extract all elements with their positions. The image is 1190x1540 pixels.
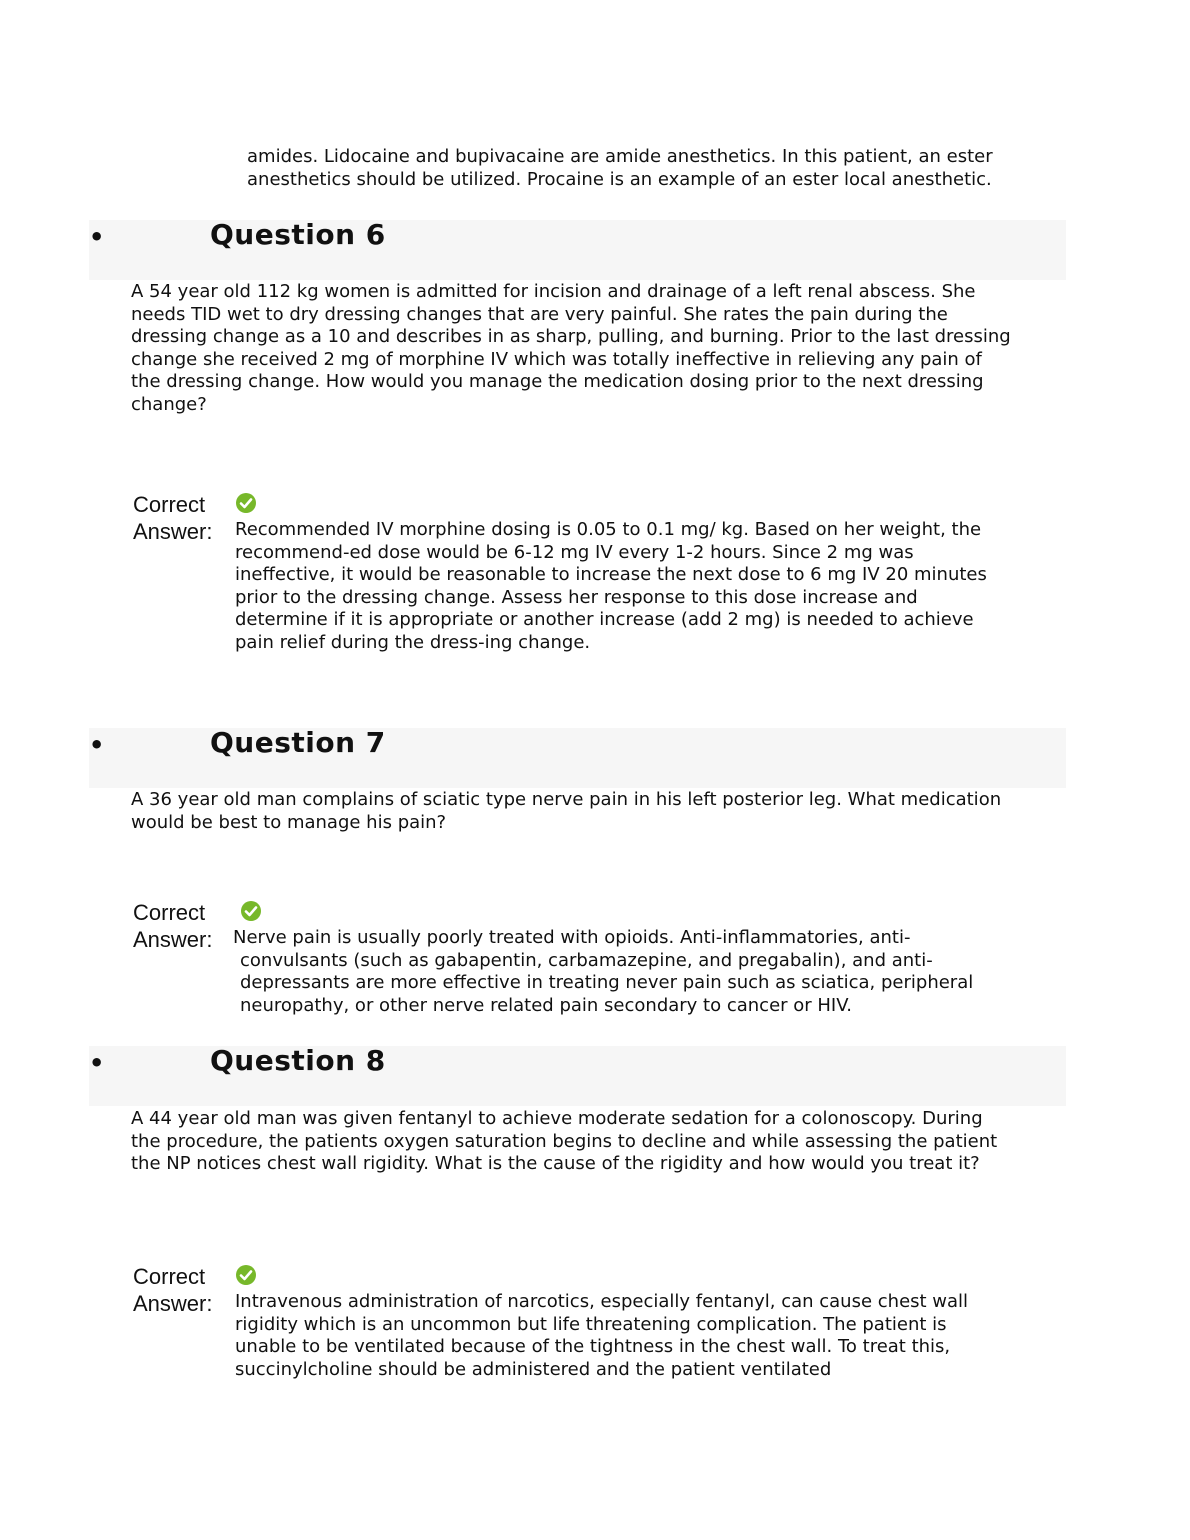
question-8-title: Question 8 bbox=[210, 1044, 386, 1077]
question-8-header bbox=[89, 1046, 1066, 1106]
answer-text-body: Nerve pain is usually poorly treated with opioids. Anti-inflammatories, anti-convulsants (such as gabapentin, carbamazepine, and pregabalin), and anti-depressants are more effective in treating never pain such as sciatica, peripheral neuropathy, or other nerve related pain secondary to cancer or HIV. bbox=[233, 927, 974, 1016]
question-6-text: A 54 year old 112 kg women is admitted for incision and drainage of a left renal abscess. She needs TID wet to dry dressing changes that are very painful. She rates the pain during the dressing change as a 10 and describes in as sharp, pulling, and burning. Prior to the last dressing change she received 2 mg of morphine IV which was totally ineffective in relieving any pain of the dressing change. How would you manage the medication dosing prior to the next dressing change? bbox=[131, 281, 1011, 415]
bullet: • bbox=[89, 223, 105, 251]
answer-text bbox=[233, 927, 993, 1017]
question-7-title: Question 7 bbox=[210, 726, 386, 759]
question-7-header bbox=[89, 728, 1066, 788]
check-circle-icon bbox=[241, 901, 261, 921]
check-circle-icon bbox=[236, 493, 256, 513]
correct-answer-label bbox=[133, 1263, 212, 1317]
bullet: • bbox=[89, 731, 105, 759]
correct-label-line-2: Answer: bbox=[133, 1291, 213, 1316]
previous-answer-tail: amides. Lidocaine and bupivacaine are amide anesthetics. In this patient, an ester anesthetics should be utilized. Procaine is an example of an ester local anesthetic. bbox=[247, 146, 993, 190]
correct-label-line-1: Correct bbox=[133, 900, 206, 925]
question-8-text: A 44 year old man was given fentanyl to achieve moderate sedation for a colonoscopy. During the procedure, the patients oxygen saturation begins to decline and while assessing the patient the NP notices chest wall rigidity. What is the cause of the rigidity and how would you treat it? bbox=[131, 1108, 998, 1175]
correct-label-line-2: Answer: bbox=[133, 927, 213, 952]
correct-answer-label bbox=[133, 491, 212, 545]
correct-label-line-2: Answer: bbox=[133, 519, 213, 544]
answer-text: Intravenous administration of narcotics, especially fentanyl, can cause chest wall rigidity which is an uncommon but life threatening complication. The patient is unable to be ventilated because of the tightness in the chest wall. To treat this, succinylcholine should be administered and the patient ventilated bbox=[235, 1291, 969, 1380]
question-6-title: Question 6 bbox=[210, 218, 386, 251]
correct-label-line-1: Correct bbox=[133, 1264, 206, 1289]
question-7-text: A 36 year old man complains of sciatic type nerve pain in his left posterior leg. What medication would be best to manage his pain? bbox=[131, 789, 1002, 833]
bullet: • bbox=[89, 1049, 105, 1077]
question-6-header bbox=[89, 220, 1066, 280]
check-circle-icon bbox=[236, 1265, 256, 1285]
answer-text: Recommended IV morphine dosing is 0.05 to 0.1 mg/ kg. Based on her weight, the recommend-ed dose would be 6-12 mg IV every 1-2 hours. Since 2 mg was ineffective, it would be reasonable to increase the next dose to 6 mg IV 20 minutes prior to the dressing change. Assess her response to this dose increase and determine if it is appropriate or another increase (add 2 mg) is needed to achieve pain relief during the dress-ing change. bbox=[235, 519, 987, 653]
correct-label-line-1: Correct bbox=[133, 492, 206, 517]
correct-answer-label bbox=[133, 899, 212, 953]
